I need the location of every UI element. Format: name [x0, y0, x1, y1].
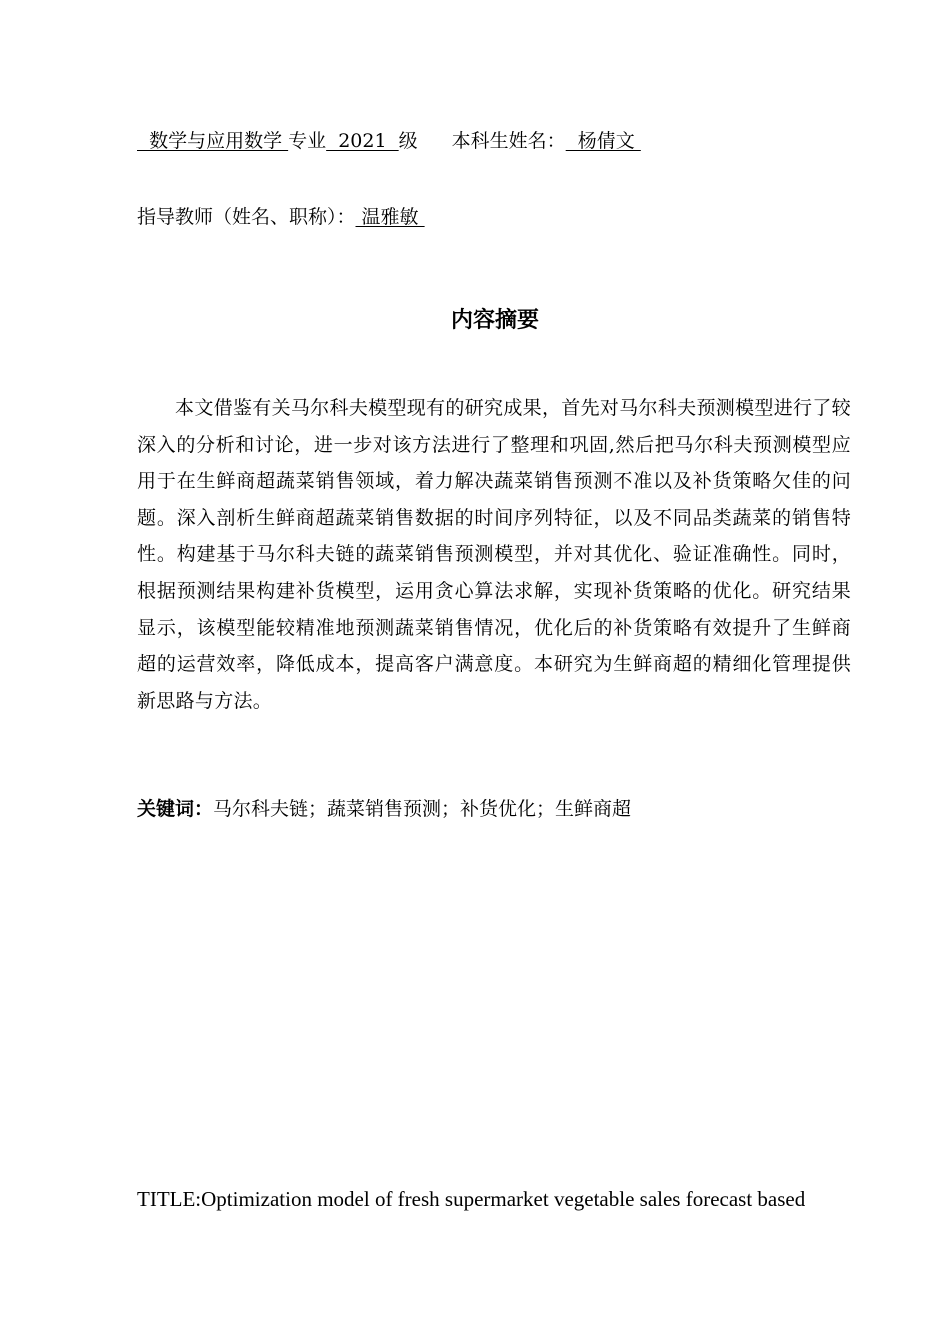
- advisor-label: 指导教师（姓名、职称）：: [137, 206, 356, 228]
- student-name-label: 本科生姓名：: [451, 130, 566, 152]
- advisor-name-value: 温雅敏: [355, 206, 425, 228]
- keywords-line: [137, 794, 631, 824]
- grade-suffix: 级: [398, 130, 418, 152]
- major-suffix: 专业: [288, 130, 327, 152]
- advisor-info-line: [137, 204, 425, 230]
- major-value: 数学与应用数学: [137, 130, 289, 152]
- keywords-text: 马尔科夫链；蔬菜销售预测；补货优化；生鲜商超: [213, 798, 632, 820]
- student-info-line: [137, 128, 641, 154]
- keywords-label: 关键词：: [137, 798, 214, 820]
- student-name-value: 杨倩文: [565, 130, 641, 152]
- english-title: TITLE:Optimization model of fresh supermarket vegetable sales forecast based: [137, 1187, 806, 1211]
- abstract-body: 本文借鉴有关马尔科夫模型现有的研究成果，首先对马尔科夫预测模型进行了较深入的分析和讨论，进一步对该方法进行了整理和巩固,然后把马尔科夫预测模型应用于在生鲜商超蔬菜销售领域，着力解决蔬菜销售预测不准以及补货策略欠佳的问题。深入剖析生鲜商超蔬菜销售数据的时间序列特征，以及不同品类蔬菜的销售特性。构建基于马尔科夫链的蔬菜销售预测模型，并对其优化、验证准确性。同时，根据预测结果构建补货模型，运用贪心算法求解，实现补货策略的优化。研究结果显示，该模型能较精准地预测蔬菜销售情况，优化后的补货策略有效提升了生鲜商超的运营效率，降低成本，提高客户满意度。本研究为生鲜商超的精细化管理提供新思路与方法。: [137, 397, 851, 712]
- grade-value: 2021: [326, 130, 399, 152]
- abstract-heading: 内容摘要: [450, 308, 539, 333]
